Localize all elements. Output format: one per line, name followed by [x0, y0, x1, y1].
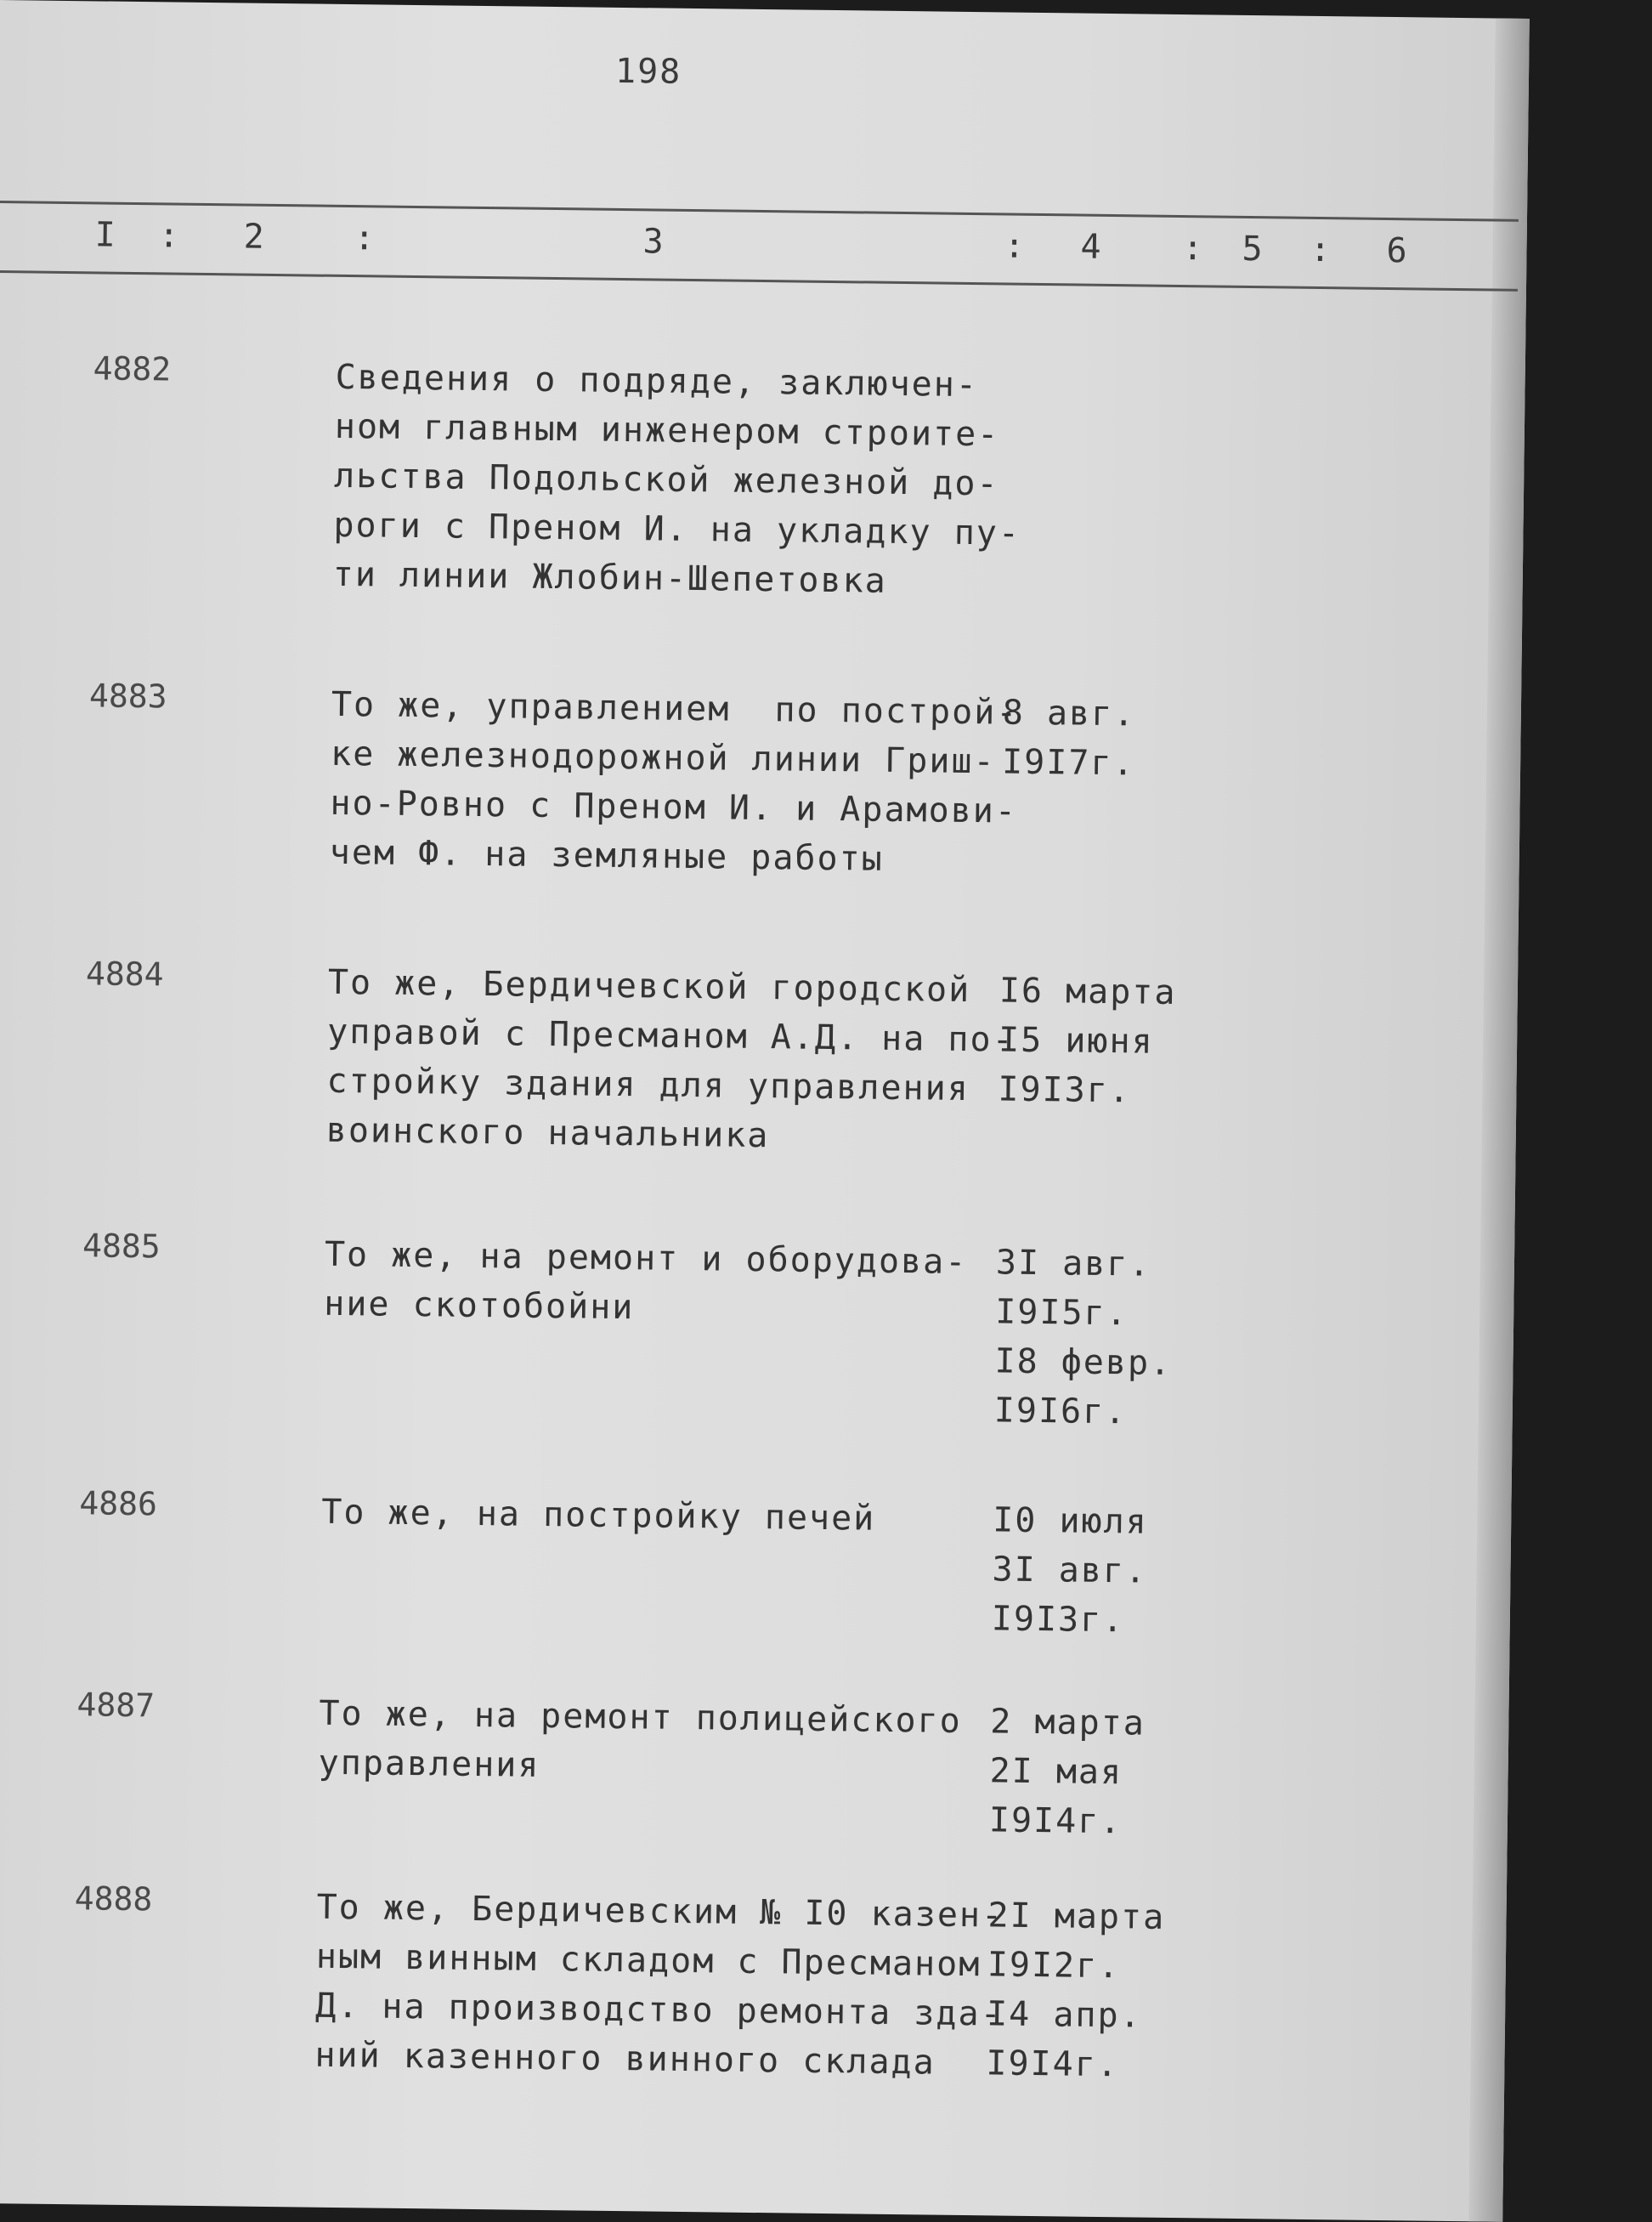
page-edge — [1468, 19, 1530, 2222]
column-separator: : — [158, 216, 181, 256]
catalog-entry — [0, 1685, 1492, 1842]
date-line: I9I2г. — [987, 1945, 1121, 1987]
date-line: 2I марта — [987, 1896, 1166, 1937]
column-header-5: 5 — [1242, 229, 1264, 269]
entry-description — [324, 1230, 1004, 1337]
description-line: То же, на ремонт полицейского — [319, 1693, 963, 1741]
catalog-entry — [0, 1483, 1495, 1641]
entry-number: 4883 — [88, 677, 167, 716]
entry-dates — [998, 966, 1254, 1117]
column-header-3: 3 — [642, 222, 665, 262]
header-rule-top — [0, 201, 1519, 222]
description-line: ном главным инженером строите- — [334, 406, 1000, 455]
catalog-entry — [0, 954, 1501, 1156]
description-line: но-Ровно с Преном И. и Арамови- — [330, 783, 1018, 831]
description-line: То же, управлением по построй- — [331, 684, 1019, 733]
entry-number: 4884 — [85, 955, 164, 994]
date-line: I9I6г. — [993, 1391, 1128, 1432]
description-line: То же, Бердичевским № I0 казен- — [316, 1887, 1004, 1936]
header-rule-bottom — [0, 270, 1518, 292]
date-line: I9I5г. — [994, 1292, 1129, 1334]
entry-dates — [986, 1890, 1243, 2091]
description-line: То же, Бердичевской городской — [327, 962, 971, 1011]
entry-description — [318, 1689, 999, 1796]
date-line: I9I4г. — [988, 1800, 1123, 1842]
entry-dates — [989, 1697, 1246, 1848]
date-line: 8 авг. — [1002, 693, 1136, 734]
entry-dates — [1002, 688, 1258, 790]
catalog-entry — [0, 349, 1508, 601]
column-separator: : — [1004, 226, 1027, 266]
date-line: 2 марта — [990, 1702, 1146, 1743]
date-line: 3I авг. — [992, 1550, 1148, 1591]
description-line: ным винным складом с Пресманом — [315, 1936, 982, 1985]
description-line: То же, на постройку печей — [321, 1492, 876, 1539]
date-line: I8 февр. — [994, 1341, 1173, 1383]
catalog-entry — [0, 1879, 1490, 2085]
date-line: 3I авг. — [995, 1243, 1151, 1284]
description-line: Д. на производство ремонта зда- — [314, 1986, 1003, 2034]
column-header-6: 6 — [1386, 230, 1409, 271]
description-line: воинского начальника — [325, 1110, 770, 1156]
description-line: ти линии Жлобин-Шепетовка — [332, 554, 888, 601]
description-line: Сведения о подряде, заключен- — [335, 357, 979, 405]
entry-description — [332, 353, 1021, 608]
date-line: I0 июля — [992, 1500, 1149, 1542]
column-separator: : — [354, 218, 376, 258]
description-line: льства Подольской железной до- — [333, 456, 999, 504]
date-line: I9I3г. — [991, 1599, 1125, 1641]
catalog-entry — [0, 1226, 1497, 1432]
entry-description — [321, 1488, 1002, 1545]
date-line: I9I4г. — [986, 2043, 1120, 2085]
catalog-entry — [0, 676, 1504, 879]
column-header-1: I — [94, 215, 118, 255]
description-line: роги с Преном И. на укладку пу- — [333, 505, 1021, 553]
column-separator: : — [1182, 229, 1205, 269]
date-line: I9I3г. — [998, 1069, 1132, 1111]
entry-description — [329, 680, 1019, 886]
description-line: ние скотобойни — [324, 1284, 635, 1328]
column-header-2: 2 — [243, 217, 266, 257]
description-line: стройку здания для управления — [326, 1061, 970, 1109]
date-line: I5 июня — [998, 1020, 1154, 1062]
entry-number: 4882 — [93, 349, 172, 388]
date-line: I6 марта — [999, 971, 1177, 1012]
description-line: ний казенного винного склада — [314, 2035, 936, 2083]
entry-number: 4886 — [79, 1484, 158, 1523]
entry-dates — [993, 1238, 1251, 1438]
entry-number: 4888 — [74, 1879, 153, 1919]
description-line: То же, на ремонт и оборудова- — [324, 1234, 968, 1283]
description-line: управой с Пресманом А.Д. на по- — [326, 1012, 1015, 1060]
date-line: 2I мая — [989, 1751, 1123, 1793]
column-separator: : — [1310, 230, 1332, 270]
date-line: I4 апр. — [986, 1994, 1142, 2036]
entry-number: 4887 — [76, 1686, 156, 1725]
page-number: 198 — [614, 51, 682, 92]
description-line: управления — [318, 1743, 540, 1785]
description-line: ке железнодорожной линии Гриш- — [330, 734, 996, 782]
entry-number: 4885 — [82, 1227, 161, 1266]
entry-description — [314, 1883, 1004, 2089]
entry-description — [325, 958, 1015, 1164]
date-line: I9I7г. — [1001, 742, 1135, 784]
description-line: чем Ф. на земляные работы — [329, 832, 885, 879]
entry-dates — [991, 1495, 1247, 1647]
column-header-4: 4 — [1080, 227, 1103, 267]
